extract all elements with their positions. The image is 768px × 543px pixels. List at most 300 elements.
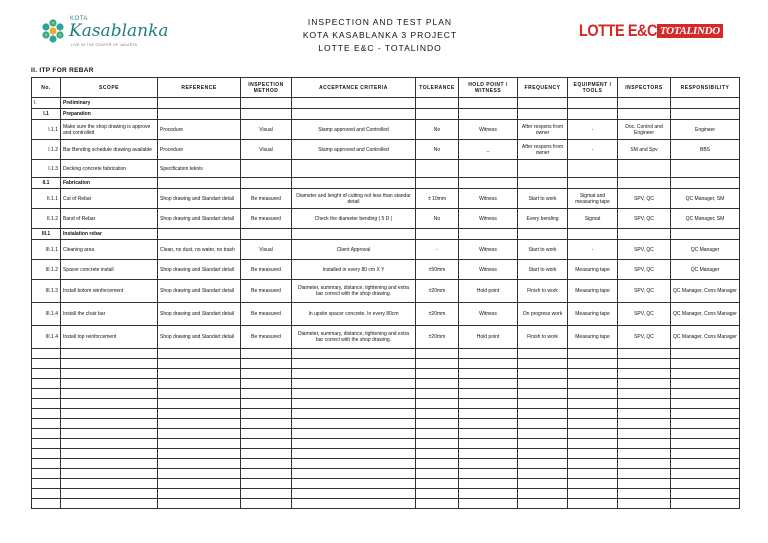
cell-reference: Procedure xyxy=(158,120,241,140)
cell-empty xyxy=(241,489,292,499)
cell-empty xyxy=(568,399,618,409)
cell-equipment: Measuring tape xyxy=(568,280,618,303)
cell-empty xyxy=(32,449,61,459)
cell-no: III.1.3 xyxy=(32,280,61,303)
cell-empty xyxy=(158,359,241,369)
cell-empty xyxy=(459,439,518,449)
cell-empty xyxy=(292,419,416,429)
cell-empty xyxy=(618,178,671,189)
cell-empty xyxy=(459,178,518,189)
cell-empty xyxy=(618,229,671,240)
cell-scope: Install the chair bar xyxy=(61,303,158,326)
cell-empty xyxy=(158,439,241,449)
col-header-inspectors: INSPECTORS xyxy=(618,78,671,98)
table-row-group xyxy=(32,109,740,120)
cell-empty xyxy=(241,419,292,429)
cell-reference: Shop drawing and Standart detail xyxy=(158,209,241,229)
cell-empty xyxy=(61,459,158,469)
cell-empty xyxy=(32,389,61,399)
cell-inspectors: SPV, QC xyxy=(618,240,671,260)
cell-empty xyxy=(459,489,518,499)
cell-empty xyxy=(416,409,459,419)
cell-reference: Shop drawing and Standart detail xyxy=(158,189,241,209)
cell-empty xyxy=(241,499,292,509)
title-line-3: LOTTE E&C - TOTALINDO xyxy=(318,43,442,53)
cell-empty xyxy=(292,429,416,439)
table-row-empty xyxy=(32,469,740,479)
cell-empty xyxy=(292,98,416,109)
cell-empty xyxy=(61,469,158,479)
cell-empty xyxy=(518,98,568,109)
cell-empty xyxy=(459,469,518,479)
cell-frequency: After respons from owner xyxy=(518,120,568,140)
table-row xyxy=(32,189,740,209)
cell-empty xyxy=(518,229,568,240)
cell-empty xyxy=(518,449,568,459)
table-row xyxy=(32,120,740,140)
cell-scope: Install top reinforcement xyxy=(61,326,158,349)
table-row-empty xyxy=(32,449,740,459)
cell-empty xyxy=(32,479,61,489)
cell-no: II.1.1 xyxy=(32,189,61,209)
cell-empty xyxy=(292,229,416,240)
cell-empty xyxy=(32,439,61,449)
cell-no: I.1.3 xyxy=(32,160,61,178)
cell-empty xyxy=(158,98,241,109)
cell-empty xyxy=(32,459,61,469)
cell-empty xyxy=(518,459,568,469)
col-header-reference: REFERENCE xyxy=(158,78,241,98)
cell-empty xyxy=(568,160,618,178)
cell-frequency: Finish to work xyxy=(518,280,568,303)
cell-empty xyxy=(671,419,740,429)
cell-empty xyxy=(459,389,518,399)
cell-empty xyxy=(618,479,671,489)
table-row xyxy=(32,160,740,178)
cell-empty xyxy=(618,419,671,429)
cell-criteria: In upsite spacer concrete. In every 80cm xyxy=(292,303,416,326)
table-row-empty xyxy=(32,439,740,449)
cell-empty xyxy=(416,359,459,369)
col-header-acceptance-criteria: ACCEPTANCE CRITERIA xyxy=(292,78,416,98)
cell-empty xyxy=(671,439,740,449)
cell-empty xyxy=(416,469,459,479)
cell-empty xyxy=(416,389,459,399)
cell-equipment: - xyxy=(568,240,618,260)
cell-empty xyxy=(292,439,416,449)
cell-empty xyxy=(459,459,518,469)
cell-empty xyxy=(32,429,61,439)
cell-empty xyxy=(61,439,158,449)
cell-hold-point: Witness xyxy=(459,189,518,209)
cell-hold-point: Hold point xyxy=(459,326,518,349)
cell-empty xyxy=(518,379,568,389)
cell-no: I.1.1 xyxy=(32,120,61,140)
cell-equipment: Sigmat xyxy=(568,209,618,229)
table-row-empty xyxy=(32,459,740,469)
cell-no: III.1 xyxy=(32,229,61,240)
lotte-logo-text: LOTTE E&C xyxy=(579,21,658,40)
cell-empty xyxy=(158,489,241,499)
cell-empty xyxy=(518,178,568,189)
cell-empty xyxy=(32,419,61,429)
cell-empty xyxy=(292,449,416,459)
cell-inspectors: SPV, QC xyxy=(618,326,671,349)
cell-criteria: Diameter, summary, distance, tightening and extra bar correct with the shop drawing. xyxy=(292,326,416,349)
cell-method: Be measured xyxy=(241,326,292,349)
cell-empty xyxy=(416,349,459,359)
cell-empty xyxy=(518,359,568,369)
cell-empty xyxy=(158,399,241,409)
cell-empty xyxy=(241,389,292,399)
cell-empty xyxy=(241,359,292,369)
table-row-empty xyxy=(32,389,740,399)
cell-empty xyxy=(568,499,618,509)
cell-empty xyxy=(61,419,158,429)
cell-empty xyxy=(61,369,158,379)
cell-empty xyxy=(61,499,158,509)
cell-empty xyxy=(671,459,740,469)
table-row-empty xyxy=(32,419,740,429)
cell-empty xyxy=(241,469,292,479)
cell-frequency: Finish to work xyxy=(518,326,568,349)
cell-empty xyxy=(518,389,568,399)
cell-empty xyxy=(618,469,671,479)
cell-empty xyxy=(61,409,158,419)
cell-empty xyxy=(671,229,740,240)
cell-empty xyxy=(568,419,618,429)
cell-empty xyxy=(618,449,671,459)
cell-empty xyxy=(241,109,292,120)
cell-empty xyxy=(618,409,671,419)
cell-empty xyxy=(158,499,241,509)
cell-reference: Shop drawing and Standart detail xyxy=(158,280,241,303)
cell-empty xyxy=(568,349,618,359)
cell-reference: Shop drawing and Standart detail xyxy=(158,303,241,326)
cell-empty xyxy=(158,379,241,389)
cell-empty xyxy=(61,389,158,399)
cell-empty xyxy=(416,419,459,429)
cell-empty xyxy=(61,449,158,459)
cell-method: Be measured xyxy=(241,280,292,303)
cell-empty xyxy=(416,499,459,509)
cell-empty xyxy=(158,178,241,189)
cell-empty xyxy=(61,479,158,489)
cell-empty xyxy=(158,419,241,429)
cell-method: Visual xyxy=(241,120,292,140)
cell-empty xyxy=(671,489,740,499)
cell-hold-point: _ xyxy=(459,140,518,160)
cell-responsibility: Engineer xyxy=(671,120,740,140)
cell-criteria: Check the diameter bending ( 5 D ) xyxy=(292,209,416,229)
cell-scope: Fabrication xyxy=(61,178,158,189)
cell-empty xyxy=(292,499,416,509)
cell-empty xyxy=(518,469,568,479)
lotte-totalindo-logo xyxy=(579,21,723,41)
cell-empty xyxy=(518,160,568,178)
cell-empty xyxy=(568,429,618,439)
cell-reference: Shop drawing and Standart detail xyxy=(158,260,241,280)
table-row-empty xyxy=(32,379,740,389)
cell-empty xyxy=(241,369,292,379)
cell-empty xyxy=(459,449,518,459)
table-header-row xyxy=(32,78,740,98)
cell-empty xyxy=(292,399,416,409)
cell-tolerance: ± 10mm xyxy=(416,189,459,209)
col-header-frequency: FREQUENCY xyxy=(518,78,568,98)
cell-empty xyxy=(61,359,158,369)
cell-empty xyxy=(459,419,518,429)
cell-responsibility: QC Manager, SM xyxy=(671,209,740,229)
cell-criteria: Diameter and lenght of cutting not less than standar detail xyxy=(292,189,416,209)
cell-empty xyxy=(241,98,292,109)
cell-no: II.1.2 xyxy=(32,209,61,229)
col-header-scope: SCOPE xyxy=(61,78,158,98)
cell-empty xyxy=(671,409,740,419)
table-row-empty xyxy=(32,479,740,489)
cell-empty xyxy=(459,369,518,379)
cell-empty xyxy=(61,399,158,409)
cell-empty xyxy=(518,499,568,509)
cell-criteria: Stamp approved and Controlled xyxy=(292,120,416,140)
cell-empty xyxy=(568,109,618,120)
cell-responsibility: BBS xyxy=(671,140,740,160)
cell-inspectors: SPV, QC xyxy=(618,280,671,303)
cell-empty xyxy=(671,160,740,178)
table-row-empty xyxy=(32,499,740,509)
cell-scope: Install botom reinforcement xyxy=(61,280,158,303)
cell-no: III.1.4 xyxy=(32,303,61,326)
cell-no: I.1.2 xyxy=(32,140,61,160)
cell-empty xyxy=(568,409,618,419)
cell-empty xyxy=(568,439,618,449)
cell-empty xyxy=(292,349,416,359)
cell-method: Be measured xyxy=(241,189,292,209)
cell-empty xyxy=(292,409,416,419)
cell-empty xyxy=(241,479,292,489)
cell-empty xyxy=(671,399,740,409)
cell-empty xyxy=(416,98,459,109)
cell-empty xyxy=(32,469,61,479)
cell-frequency: Start to work xyxy=(518,189,568,209)
cell-empty xyxy=(568,379,618,389)
table-row-empty xyxy=(32,359,740,369)
cell-method: Visual xyxy=(241,140,292,160)
cell-empty xyxy=(671,109,740,120)
cell-empty xyxy=(241,399,292,409)
cell-empty xyxy=(518,489,568,499)
cell-frequency: Start to work xyxy=(518,240,568,260)
cell-empty xyxy=(459,349,518,359)
itp-table xyxy=(31,77,740,509)
cell-empty xyxy=(568,178,618,189)
cell-equipment: - xyxy=(568,120,618,140)
cell-empty xyxy=(618,399,671,409)
cell-empty xyxy=(568,229,618,240)
cell-equipment: - xyxy=(568,140,618,160)
cell-empty xyxy=(416,429,459,439)
cell-criteria: Installed in every 80 cm X Y xyxy=(292,260,416,280)
cell-responsibility: QC Manager xyxy=(671,240,740,260)
cell-empty xyxy=(241,178,292,189)
cell-inspectors: SPV, QC xyxy=(618,209,671,229)
cell-criteria: Client Approval xyxy=(292,240,416,260)
cell-empty xyxy=(158,389,241,399)
cell-empty xyxy=(416,479,459,489)
table-row xyxy=(32,140,740,160)
cell-equipment: Measuring tape xyxy=(568,326,618,349)
cell-empty xyxy=(241,349,292,359)
cell-empty xyxy=(292,369,416,379)
cell-inspectors: SPV, QC xyxy=(618,303,671,326)
cell-empty xyxy=(158,449,241,459)
cell-frequency: After respons from owner xyxy=(518,140,568,160)
cell-scope: Decking concrete fabrication xyxy=(61,160,158,178)
cell-empty xyxy=(158,369,241,379)
cell-method: Be measured xyxy=(241,209,292,229)
cell-empty xyxy=(241,449,292,459)
cell-scope: Cleaning area xyxy=(61,240,158,260)
col-header-inspection-method: INSPECTION METHOD xyxy=(241,78,292,98)
cell-empty xyxy=(292,379,416,389)
table-row xyxy=(32,303,740,326)
cell-method: Be measured xyxy=(241,260,292,280)
cell-no: II.1 xyxy=(32,178,61,189)
table-row-empty xyxy=(32,399,740,409)
cell-empty xyxy=(416,369,459,379)
cell-empty xyxy=(671,499,740,509)
cell-equipment: Measuring tape xyxy=(568,260,618,280)
flower-logo-icon xyxy=(40,18,66,44)
cell-empty xyxy=(292,178,416,189)
cell-empty xyxy=(32,349,61,359)
cell-equipment: Sigmat and measuring tape xyxy=(568,189,618,209)
cell-empty xyxy=(568,469,618,479)
table-row-group xyxy=(32,98,740,109)
cell-empty xyxy=(568,449,618,459)
cell-empty xyxy=(618,160,671,178)
cell-empty xyxy=(568,359,618,369)
cell-empty xyxy=(61,489,158,499)
section-title: II. ITP FOR REBAR xyxy=(31,67,94,74)
cell-empty xyxy=(241,160,292,178)
cell-no: I. xyxy=(32,98,61,109)
cell-empty xyxy=(416,449,459,459)
cell-empty xyxy=(416,109,459,120)
cell-empty xyxy=(241,429,292,439)
cell-empty xyxy=(459,160,518,178)
cell-responsibility: QC Manager, Cons Manager xyxy=(671,326,740,349)
cell-criteria: Diameter, summary, distance, tightening and extra bar correct with the shop drawing. xyxy=(292,280,416,303)
cell-empty xyxy=(292,489,416,499)
cell-no: III.1.2 xyxy=(32,260,61,280)
kota-kasablanka-logo xyxy=(40,16,169,50)
cell-empty xyxy=(671,389,740,399)
cell-empty xyxy=(518,429,568,439)
cell-hold-point: Witness xyxy=(459,303,518,326)
cell-empty xyxy=(618,349,671,359)
logo-brand-text: Kasablanka xyxy=(69,21,169,41)
cell-empty xyxy=(292,479,416,489)
cell-empty xyxy=(32,369,61,379)
cell-inspectors: SPV, QC xyxy=(618,189,671,209)
cell-tolerance: No xyxy=(416,120,459,140)
cell-hold-point: Hold point xyxy=(459,280,518,303)
cell-empty xyxy=(32,489,61,499)
cell-hold-point: Witness xyxy=(459,209,518,229)
cell-empty xyxy=(32,359,61,369)
cell-empty xyxy=(459,379,518,389)
totalindo-logo-text: TOTALINDO xyxy=(657,24,723,38)
cell-empty xyxy=(518,409,568,419)
cell-scope: Instalation rebar xyxy=(61,229,158,240)
cell-empty xyxy=(416,459,459,469)
table-row xyxy=(32,326,740,349)
cell-scope: Bar Bending schedule drawing available xyxy=(61,140,158,160)
cell-empty xyxy=(459,98,518,109)
title-line-1: INSPECTION AND TEST PLAN xyxy=(307,17,453,27)
table-row xyxy=(32,209,740,229)
cell-empty xyxy=(292,459,416,469)
cell-hold-point: Witness xyxy=(459,120,518,140)
cell-method: Visual xyxy=(241,240,292,260)
table-row xyxy=(32,280,740,303)
cell-empty xyxy=(158,469,241,479)
document-title xyxy=(230,16,530,55)
cell-empty xyxy=(292,359,416,369)
cell-tolerance: ±50mm xyxy=(416,260,459,280)
cell-empty xyxy=(518,479,568,489)
table-row xyxy=(32,240,740,260)
cell-empty xyxy=(618,109,671,120)
cell-empty xyxy=(416,379,459,389)
cell-empty xyxy=(671,449,740,459)
cell-inspectors: SPV, QC xyxy=(618,260,671,280)
cell-empty xyxy=(241,459,292,469)
cell-inspectors: Doc. Control and Engineer xyxy=(618,120,671,140)
cell-empty xyxy=(416,160,459,178)
cell-empty xyxy=(568,459,618,469)
cell-empty xyxy=(518,369,568,379)
cell-frequency: Every bending xyxy=(518,209,568,229)
cell-empty xyxy=(518,399,568,409)
table-row xyxy=(32,260,740,280)
cell-empty xyxy=(671,178,740,189)
cell-empty xyxy=(158,429,241,439)
cell-frequency: Start to work xyxy=(518,260,568,280)
cell-scope: Preparation xyxy=(61,109,158,120)
cell-empty xyxy=(671,429,740,439)
cell-empty xyxy=(671,479,740,489)
cell-empty xyxy=(671,469,740,479)
cell-reference: Shop drawing and Standart detail xyxy=(158,326,241,349)
cell-frequency: On progress work xyxy=(518,303,568,326)
cell-empty xyxy=(61,349,158,359)
cell-empty xyxy=(618,459,671,469)
cell-empty xyxy=(618,369,671,379)
cell-no: III.1.4 xyxy=(32,326,61,349)
cell-tolerance: ±20mm xyxy=(416,280,459,303)
cell-empty xyxy=(618,359,671,369)
cell-hold-point: Witness xyxy=(459,240,518,260)
cell-reference: Procedure xyxy=(158,140,241,160)
cell-empty xyxy=(61,379,158,389)
table-row-group xyxy=(32,178,740,189)
cell-scope: Preliminary xyxy=(61,98,158,109)
col-header-tolerance: TOLERANCE xyxy=(416,78,459,98)
cell-empty xyxy=(241,379,292,389)
cell-empty xyxy=(568,98,618,109)
